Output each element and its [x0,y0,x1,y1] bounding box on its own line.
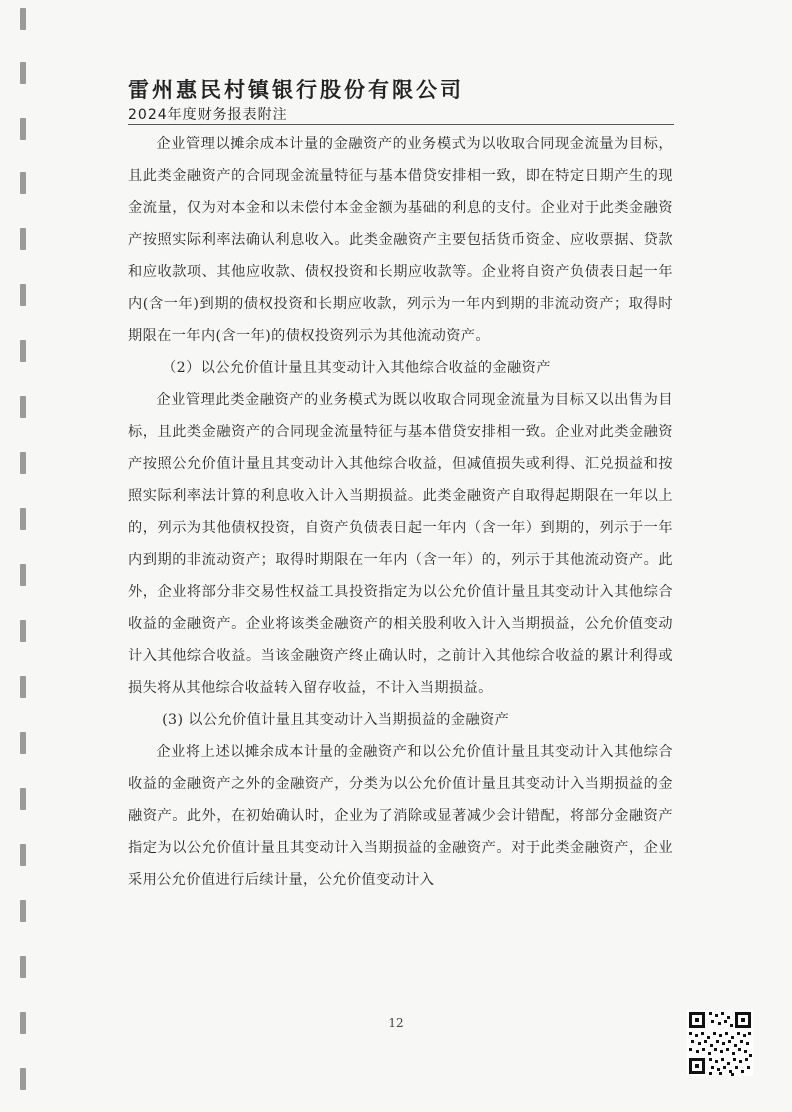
binding-mark [20,1068,26,1090]
binding-mark [20,452,26,474]
paragraph: 企业将上述以摊余成本计量的金融资产和以公允价值计量且其变动计入其他综合收益的金融资产之外的金融资产，分类为以公允价值计量且其变动计入当期损益的金融资产。此外，在初始确认时，企业为了消除或显著减少会计错配，将部分金融资产指定为以公允价值计量且其变动计入当期损益的金融资产。对于此类金融资产，企业采用公允价值进行后续计量，公允价值变动计入 [128,744,673,888]
document-header [128,78,688,124]
binding-mark [20,228,26,250]
binding-mark [20,118,26,140]
binding-mark [20,62,26,84]
binding-mark [20,8,26,30]
binding-mark [20,396,26,418]
header-rule [128,124,674,125]
body-text [128,128,673,896]
section-heading: (3) 以公允价值计量且其变动计入当期损益的金融资产 [162,712,510,728]
binding-mark [20,340,26,362]
binding-mark [20,844,26,866]
paragraph: 企业管理以摊余成本计量的金融资产的业务模式为以收取合同现金流量为目标，且此类金融资产的合同现金流量特征与基本借贷安排相一致，即在特定日期产生的现金流量，仅为对本金和以未偿付本金金额为基础的利息的支付。企业对于此类金融资产按照实际利率法确认利息收入。此类金融资产主要包括货币资金、应收票据、贷款和应收款项、其他应收款、债权投资和长期应收款等。企业将自资产负债表日起一年内(含一年)到期的债权投资和长期应收款，列示为一年内到期的非流动资产；取得时期限在一年内(含一年)的债权投资列示为其他流动资产。 [128,136,673,344]
page-number: 12 [388,1016,404,1030]
binding-mark [20,732,26,754]
binding-marks [20,0,28,1112]
binding-mark [20,676,26,698]
binding-mark [20,564,26,586]
qr-code-icon [687,1010,753,1076]
section-heading: （2）以公允价值计量且其变动计入其他综合收益的金融资产 [162,360,551,376]
report-subtitle: 2024年度财务报表附注 [128,107,288,123]
binding-mark [20,284,26,306]
company-name: 雷州惠民村镇银行股份有限公司 [128,78,464,102]
binding-mark [20,956,26,978]
binding-mark [20,508,26,530]
binding-mark [20,788,26,810]
paragraph: 企业管理此类金融资产的业务模式为既以收取合同现金流量为目标又以出售为目标，且此类金融资产的合同现金流量特征与基本借贷安排相一致。企业对此类金融资产按照公允价值计量且其变动计入其他综合收益，但减值损失或利得、汇兑损益和按照实际利率法计算的利息收入计入当期损益。此类金融资产自取得起期限在一年以上的，列示为其他债权投资，自资产负债表日起一年内（含一年）到期的，列示于一年内到期的非流动资产；取得时期限在一年内（含一年）的，列示于其他流动资产。此外，企业将部分非交易性权益工具投资指定为以公允价值计量且其变动计入其他综合收益的金融资产。企业将该类金融资产的相关股利收入计入当期损益，公允价值变动计入其他综合收益。当该金融资产终止确认时，之前计入其他综合收益的累计利得或损失将从其他综合收益转入留存收益，不计入当期损益。 [128,392,673,696]
binding-mark [20,620,26,642]
binding-mark [20,900,26,922]
binding-mark [20,172,26,194]
